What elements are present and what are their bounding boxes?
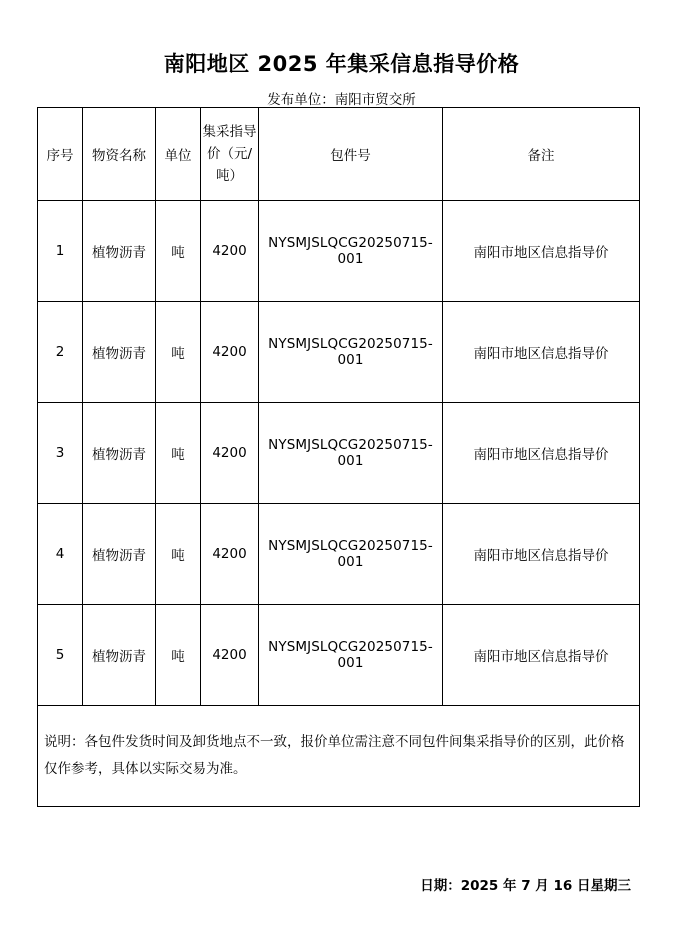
cell-remark: 南阳市地区信息指导价 xyxy=(443,504,640,605)
table-row xyxy=(38,302,640,403)
cell-package: NYSMJSLQCG20250715-001 xyxy=(259,302,443,403)
cell-package: NYSMJSLQCG20250715-001 xyxy=(259,403,443,504)
cell-name: 植物沥青 xyxy=(83,403,156,504)
table-row xyxy=(38,403,640,504)
cell-name: 植物沥青 xyxy=(83,504,156,605)
cell-unit: 吨 xyxy=(156,605,201,706)
cell-index: 5 xyxy=(38,605,83,706)
publish-date: 日期：2025 年 7 月 16 日星期三 xyxy=(420,878,631,894)
cell-remark: 南阳市地区信息指导价 xyxy=(443,605,640,706)
cell-index: 1 xyxy=(38,201,83,302)
cell-price: 4200 xyxy=(201,605,259,706)
cell-name: 植物沥青 xyxy=(83,201,156,302)
cell-unit: 吨 xyxy=(156,403,201,504)
cell-package: NYSMJSLQCG20250715-001 xyxy=(259,605,443,706)
table-note: 说明：各包件发货时间及卸货地点不一致，报价单位需注意不同包件间集采指导价的区别，此价格仅作参考，具体以实际交易为准。 xyxy=(38,706,640,807)
header-unit: 单位 xyxy=(156,108,201,201)
cell-name: 植物沥青 xyxy=(83,605,156,706)
cell-index: 4 xyxy=(38,504,83,605)
cell-remark: 南阳市地区信息指导价 xyxy=(443,302,640,403)
header-package: 包件号 xyxy=(259,108,443,201)
document-title: 南阳地区 2025 年集采信息指导价格 xyxy=(163,52,520,76)
cell-price: 4200 xyxy=(201,302,259,403)
header-price: 集采指导价（元/吨） xyxy=(201,108,259,201)
table-header-row xyxy=(38,108,640,201)
table-row xyxy=(38,504,640,605)
table-note-row xyxy=(38,706,640,807)
header-name: 物资名称 xyxy=(83,108,156,201)
cell-price: 4200 xyxy=(201,504,259,605)
cell-index: 2 xyxy=(38,302,83,403)
cell-unit: 吨 xyxy=(156,504,201,605)
cell-price: 4200 xyxy=(201,403,259,504)
cell-unit: 吨 xyxy=(156,302,201,403)
header-remark: 备注 xyxy=(443,108,640,201)
cell-price: 4200 xyxy=(201,201,259,302)
cell-package: NYSMJSLQCG20250715-001 xyxy=(259,201,443,302)
table-row xyxy=(38,201,640,302)
cell-index: 3 xyxy=(38,403,83,504)
table-row xyxy=(38,605,640,706)
cell-unit: 吨 xyxy=(156,201,201,302)
cell-remark: 南阳市地区信息指导价 xyxy=(443,201,640,302)
cell-package: NYSMJSLQCG20250715-001 xyxy=(259,504,443,605)
price-table xyxy=(37,107,640,807)
cell-remark: 南阳市地区信息指导价 xyxy=(443,403,640,504)
header-index: 序号 xyxy=(38,108,83,201)
cell-name: 植物沥青 xyxy=(83,302,156,403)
publisher-line: 发布单位：南阳市贸交所 xyxy=(267,92,416,108)
